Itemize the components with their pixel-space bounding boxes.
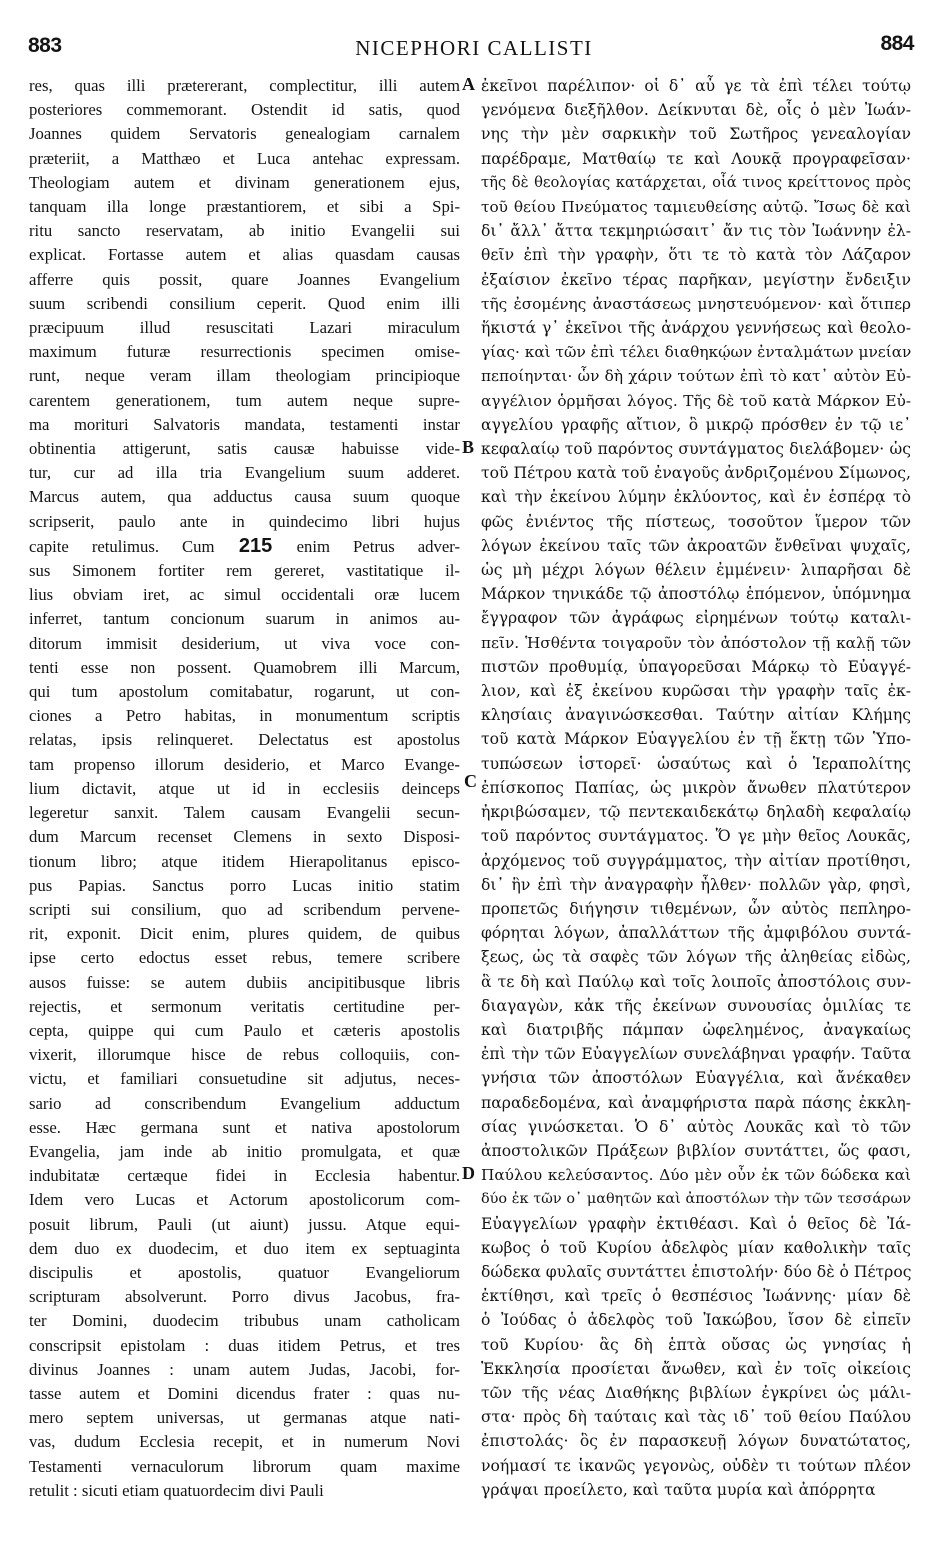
greek-text-line: πιστῶν προθυμίᾳ, ὑπαγορεῦσαι Μάρκῳ τὸ Εὐαγγέ- xyxy=(481,657,911,676)
greek-text-line: ἀποστολικῶν Πράξεων βιβλίον συντάττει, ὥς φασι, xyxy=(481,1141,911,1160)
greek-text-line: Ἐκκλησία προσίεται ἄνωθεν, καὶ ἐν τοῖς οἰκείοις xyxy=(481,1359,911,1378)
chapter-number: 215 xyxy=(214,534,297,557)
latin-text-line: tenti esse non possent. Quamobrem illi Marcum, xyxy=(29,657,460,677)
greek-text-line: κεφαλαίῳ τοῦ παρόντος συντάγματος διελάβομεν· ὡς xyxy=(481,440,911,459)
latin-text-line: posuit librum, Pauli (ut aiunt) jussu. Atque equi- xyxy=(29,1214,460,1234)
greek-text-line: ἀρχόμενος τοῦ συγγράμματος, τὴν αἰτίαν προτίθησι, xyxy=(481,851,911,870)
latin-text-line: sario ad conscribendum Evangelium adductum xyxy=(29,1093,460,1113)
latin-text-line: suum scribendi consilium ceperit. Quod enim illi xyxy=(29,293,460,313)
latin-text-line: vixerit, illorumque hisce de rebus colloquiis, con- xyxy=(29,1045,460,1065)
greek-text-line: γενόμενα διεξῆλθον. Δείκνυται δὲ, οἷς ὁ μὲν Ἰωάν- xyxy=(481,101,911,120)
latin-text-line: Testamenti vernaculorum librorum quam maxime xyxy=(29,1456,460,1476)
greek-text-line: γράψαι προείλετο, καὶ ταῦτα μυρία καὶ ἀπόρρητα xyxy=(481,1480,876,1499)
latin-text-line: legeretur sanxit. Talem causam Evangelii secun- xyxy=(29,803,460,823)
latin-text-line: cepta, quippe qui cum Paulo et cæteris apostolis xyxy=(29,1020,460,1040)
latin-text-line: ipse certo edoctus esset rebus, temere scribere xyxy=(29,948,460,968)
greek-text-line: δι᾽ ἄλλ᾽ ἄττα τεκμηριώσαιτ᾽ ἄν τις τὸν Ἰωάννην ἐλ- xyxy=(481,222,911,241)
latin-text-line: scripserit, paulo ante in quindecimo libri hujus xyxy=(29,511,460,531)
greek-text-line: ἐκεῖνοι παρέλιπον· οἱ δ᾽ αὖ γε τὰ ἐπὶ τέλει τούτῳ xyxy=(481,77,911,95)
greek-text-line: ὁ Ἰούδας ὁ ἀδελφὸς τοῦ Ἰακώβου, ἴσον δὲ εἰπεῖν xyxy=(481,1311,911,1330)
margin-letter-d: D xyxy=(462,1163,475,1183)
greek-text-line: τῆς ἐσομένης ἀναστάσεως μνηστευόμενον· καὶ ὅτιπερ xyxy=(481,294,911,313)
latin-text-line: afferre quis possit, quare Joannes Evangelium xyxy=(29,269,460,289)
latin-text-line: tionum libro; atque itidem Hierapolitanus episco- xyxy=(29,851,460,871)
latin-text-line: dem duo ex duodecim, et duo item ex septuaginta xyxy=(29,1238,460,1258)
greek-text-line: πεῖν. Ἡσθέντα τοιγαροῦν τὸν ἀπόστολον τῇ καλῇ τῶν xyxy=(481,633,911,652)
greek-text-line: ἐπίσκοπος Παπίας, ὡς μικρὸν ἄνωθεν πλατύτερον xyxy=(481,778,911,797)
latin-text-line: ausos fuisse: se autem dubiis ancipitibusque libris xyxy=(29,972,460,992)
greek-text-line: φῶς ἐνιέντος τῆς πίστεως, τοσοῦτον ἵμερον τῶν xyxy=(481,512,911,531)
latin-text-line: rejectis, et sermonum veritatis certitudine per- xyxy=(29,996,460,1016)
latin-text-line: præteriit, a Matthæo et Luca antehac expressam. xyxy=(29,148,460,168)
greek-text-line: λιον, καὶ ἐξ ἐκείνου κυρῶσαι τὴν γραφὴν ταῖς ἐκ- xyxy=(481,682,911,701)
latin-text-line: divinus Joannes : unam autem Judas, Jacobi, for- xyxy=(29,1359,460,1379)
greek-text-line: τοῦ Πέτρου κατὰ τοῦ ἐναγοῦς ἀνδριζομένου Σίμωνος, xyxy=(481,464,911,483)
greek-text-line: ἠκριβώσαμεν, τῷ πεντεκαιδεκάτῳ δηλαδὴ κεφαλαίῳ xyxy=(481,803,911,822)
latin-text-line: retulit : sicuti etiam quatuordecim divi Pauli xyxy=(29,1480,324,1500)
greek-text-line: Εὐαγγελίων γραφὴν ἐκτιθέασι. Καὶ ὁ θεῖος δὲ Ἰά- xyxy=(481,1214,911,1233)
latin-column xyxy=(29,74,460,1542)
greek-text-line: κωβος ὁ τοῦ Κυρίου ἀδελφὸς μίαν καθολικὴν ταῖς xyxy=(481,1238,911,1257)
latin-text-line: dum Marcum recenset Clemens in sexto Disposi- xyxy=(29,827,460,847)
latin-text-line: maximum futuræ resurrectionis specimen omise- xyxy=(29,342,460,362)
latin-text-line: tasse autem et Domini dicendus frater : quas nu- xyxy=(29,1383,460,1403)
latin-text-line: inferret, tantum concionum suarum in animos au- xyxy=(29,609,460,629)
greek-text-line: στα· πρὸς δὴ ταύταις καὶ τὰς ιδ᾽ τοῦ θείου Παύλου xyxy=(481,1408,911,1427)
latin-text-fragment: capite retulimus. Cum xyxy=(29,536,215,556)
greek-text-line: παρέδραμε, Ματθαίῳ τε καὶ Λουκᾷ προγραφεῖσαν· xyxy=(481,149,911,168)
greek-text-line: ἐξαίσιον ἐκεῖνο τέρας παρῆκαν, μεγίστην ἔνδειξιν xyxy=(481,270,911,289)
greek-text-line: αγγελίου γραφῆς αἴτιον, ὃ μικρῷ πρόσθεν ἐν τῷ ιε᾽ xyxy=(481,415,911,434)
latin-text-line: ritu sancto reservatam, ab initio Evangelii sui xyxy=(29,221,460,241)
greek-text-line: λόγων ἐκείνου ταῖς τῶν ἀκροατῶν ἔνθεῖναι ψυχαῖς, xyxy=(481,536,911,555)
margin-letter-b: B xyxy=(462,437,475,457)
latin-text-line: relatas, ipsis relinqueret. Delectatus est apostolus xyxy=(29,730,460,750)
latin-text-line: Theologiam autem et divinam generationem ejus, xyxy=(29,172,460,192)
latin-text-line: præcipuum illud resuscitati Lazari miraculum xyxy=(29,318,460,338)
greek-text-line: ἃ τε δὴ καὶ Παύλῳ καὶ τοῖς λοιποῖς ἀποστόλοις συν- xyxy=(481,972,911,991)
latin-text-line: ma morituri Salvatoris mandata, testamenti instar xyxy=(29,414,460,434)
latin-text-fragment: enim Petrus adver- xyxy=(296,536,460,556)
greek-text-line: Παύλου κελεύσαντος. Δύο μὲν οὖν ἐκ τῶν δώδεκα καὶ xyxy=(481,1166,911,1185)
greek-text-line: κλησίαις ἀναγινώσκεσθαι. Ταύτην αἰτίαν Κλήμης xyxy=(481,706,911,725)
greek-text-line: δώδεκα φυλαῖς συντάττει ἐπιστολήν· δύο δὲ ὁ Πέτρος xyxy=(481,1262,911,1281)
latin-text-line: res, quas illi prætererant, complectitur, illi autem xyxy=(29,76,460,95)
greek-column xyxy=(481,74,911,1542)
page-header xyxy=(22,30,926,66)
latin-text-line: lius obviam iret, ac simul occidentali oræ lucem xyxy=(29,585,460,605)
running-title: NICEPHORI CALLISTI xyxy=(355,36,593,60)
greek-text-line: τῶν τῆς νέας Διαθήκης βιβλίων ἐγκρίνει ὡς μάλι- xyxy=(481,1383,911,1402)
greek-text-line: τοῦ θείου Πνεύματος ταμιευθείσης αὐτῷ. Ἴσως δὲ καὶ xyxy=(481,198,911,217)
greek-text-line: διαγαγὼν, κἀκ τῆς ἐκείνων συνουσίας ὁμιλίας τε xyxy=(481,996,911,1015)
greek-text-line: νης τὴν μὲν σαρκικὴν τοῦ Σωτῆρος γενεαλογίαν xyxy=(481,125,911,144)
latin-text-line: lium dictavit, atque ut id in ecclesiis deinceps xyxy=(29,778,460,798)
latin-text-line: Idem vero Lucas et Actorum apostolicorum com- xyxy=(29,1190,460,1210)
greek-text-line: καὶ διατριβῆς πάμπαν ὠφελημένος, ἀναγκαίως xyxy=(481,1020,911,1039)
greek-text-line: θεῖν ἐπὶ τὴν γραφὴν, ὅτι τε τὸ κατὰ τὸν Λάζαρον xyxy=(481,246,911,265)
latin-text-line: esse. Hæc germana sunt et nativa apostolorum xyxy=(29,1117,460,1137)
latin-text-line: runt, neque veram illam theologiam principioque xyxy=(29,366,460,386)
latin-text-line: ciones a Petro habitas, in monumentum scriptis xyxy=(29,706,460,726)
latin-text-line: tam propenso illorum desiderio, et Marco Evange- xyxy=(29,754,460,774)
latin-text-line: discipulis et apostolis, quatuor Evangeliorum xyxy=(29,1262,460,1282)
greek-text-line: καὶ τὴν ἐκείνου λύμην ἐκλύοντος, καὶ ἐν ἑσπέρᾳ τὸ xyxy=(481,488,911,507)
greek-text-line: νοήμασί τε ἱκανῶς γεγονὼς, οὐδὲν τι τούτων πλέον xyxy=(481,1456,911,1475)
latin-text-line: tanquam illa longe præstantiorem, et sibi a Spi- xyxy=(29,197,460,217)
latin-text-line: sus Simonem fortiter rem gereret, vastitatique il- xyxy=(29,561,460,581)
latin-text-line: scripti sui consilium, quo ad scribendum pervene- xyxy=(29,899,460,919)
latin-text-line: Marcus autem, qua adductus causa suum quoque xyxy=(29,487,460,507)
greek-text-line: ὡς μὴ μέχρι λόγων θέλειν ἐμμένειν· λιπαρῆσαι δὲ xyxy=(481,561,911,580)
greek-text-line: πεποίηνται· ὧν δὴ χάριν τούτων ἐπὶ τὸ κατ᾽ αὐτὸν Εὐ- xyxy=(481,367,911,386)
greek-text-line: τοῦ παρόντος συντάγματος. Ὅ γε μὴν θεῖος Λουκᾶς, xyxy=(481,827,911,846)
latin-text-line: vas, dudum Ecclesia recepit, et in numerum Novi xyxy=(29,1432,460,1452)
greek-text-line: προπετῶς διήγησιν τιθεμένων, ὧν αὐτὸς πεπληρο- xyxy=(481,899,911,918)
greek-text-line: γίας· καὶ τῶν ἐπὶ τέλει διαθηκῴων ἐνταλμάτων μνείαν xyxy=(481,343,911,362)
latin-text-line: pus Papias. Sanctus porro Lucas initio statim xyxy=(29,875,460,895)
greek-text-line: σίας γινώσκεται. Ὁ δ᾽ αὐτὸς Λουκᾶς καὶ τὸ τῶν xyxy=(481,1117,911,1136)
latin-text-line: posteriores commemorant. Ostendit id satis, quod xyxy=(29,100,460,120)
greek-text-line: ἔγγραφον τῶν ἀγράφως εἰρημένων τούτῳ καταλι- xyxy=(481,609,911,628)
margin-letter-a: A xyxy=(462,74,475,94)
greek-text-line: ξεως, ὡς τὰ σαφὲς τῶν λόγων τῆς ἀληθείας εἰδὼς, xyxy=(481,948,911,967)
latin-text-line: ter Domini, duodecim tribubus unam catholicam xyxy=(29,1311,460,1331)
greek-text-line: ἐπὶ τὴν τῶν Εὐαγγελίων συνελάβηναι γραφήν. Ταῦτα xyxy=(481,1045,911,1064)
greek-text-line: δύο ἐκ τῶν ο᾽ μαθητῶν καὶ ἀποστόλων τὴν τῶν τεσσάρων xyxy=(481,1191,911,1208)
greek-text-line: ἐκτίθησι, καὶ τρεῖς ὁ θεσπέσιος Ἰωάννης· μίαν δὲ xyxy=(481,1287,911,1306)
latin-text-line: Joannes quidem Servatoris genealogiam carnalem xyxy=(29,124,460,144)
greek-text-line: τυπώσεων ἱστορεῖ· ὡσαύτως καὶ ὁ Ἱεραπολίτης xyxy=(481,754,911,773)
greek-text-line: τῆς δὲ θεολογίας κατάρχεται, οἷά τινος κρείττονος πρὸς xyxy=(481,173,911,191)
latin-text-line xyxy=(29,534,460,559)
latin-text-line: Evangelia, jam inde ab initio promulgata, et quæ xyxy=(29,1141,460,1161)
greek-text-line: ἥκιστά γ᾽ ἐκεῖνοι τῆς ἀνάρχου γεννήσεως καὶ θεολο- xyxy=(481,319,911,338)
greek-text-line: τοῦ Κυρίου· ἃς δὴ ἑπτὰ οὔσας ὡς γνησίας ἡ xyxy=(481,1335,911,1354)
latin-text-line: rit, exponit. Dicit enim, plures quidem, de quibus xyxy=(29,924,460,944)
right-page-number: 884 xyxy=(880,32,914,55)
latin-text-line: scripturam absolverunt. Porro divus Jacobus, fra- xyxy=(29,1287,460,1307)
greek-text-line: τοῦ κατὰ Μάρκον Εὐαγγελίου ἐν τῇ ἕκτῃ τῶν Ὑπο- xyxy=(481,730,911,749)
latin-text-line: obtinentia attigerunt, satis causæ habuisse vide- xyxy=(29,439,460,459)
margin-letter-c: C xyxy=(464,771,477,791)
greek-text-line: Μάρκον τηνικάδε τῷ ἀποστόλῳ ἑπόμενον, ὑπόμνημα xyxy=(481,585,911,604)
latin-text-line: mero septem universas, ut germanas atque nati- xyxy=(29,1408,460,1428)
greek-text-line: φόρηται λόγων, ἀπαλλάττων τῆς ἀμφιβόλου συντά- xyxy=(481,924,911,943)
greek-text-line: παραδεδομένα, καὶ ἀναμφήριστα παρὰ πάσης ἐκκλη- xyxy=(481,1093,911,1112)
latin-text-line: carentem generationem, tum autem neque supre- xyxy=(29,390,460,410)
latin-text-line: indubitatæ certæque fidei in Ecclesia habentur. xyxy=(29,1166,460,1186)
greek-text-line: γνήσια τῶν ἀποστόλων Εὐαγγέλια, καὶ ἄνέκαθεν xyxy=(481,1069,911,1088)
greek-text-line: ἐπιστολάς· ὃς ἐν παρασκευῇ λόγων δυνατώτατος, xyxy=(481,1432,911,1451)
left-page-number: 883 xyxy=(28,34,62,57)
latin-text-line: qui tum apostolum comitabatur, rogarunt, ut con- xyxy=(29,682,460,702)
greek-text-line: αγγέλιον ὁρμῆσαι λόγος. Τῆς δὲ τοῦ κατὰ Μάρκον Εὐ- xyxy=(481,391,911,410)
greek-text-line: δι᾽ ἣν ἐπὶ τὴν ἀναγραφὴν ἦλθεν· πολλῶν γὰρ, φησὶ, xyxy=(481,875,911,894)
latin-text-line: ditorum immisit desiderium, ut viva voce con- xyxy=(29,633,460,653)
latin-text-line: victu, et familiari consuetudine sit adjutus, neces- xyxy=(29,1069,460,1089)
latin-text-line: tur, cur ad illa tria Evangelium suum adderet. xyxy=(29,463,460,483)
latin-text-line: conscripsit epistolam : duas itidem Petrus, et tres xyxy=(29,1335,460,1355)
latin-text-line: explicat. Fortasse autem et alias quasdam causas xyxy=(29,245,460,265)
